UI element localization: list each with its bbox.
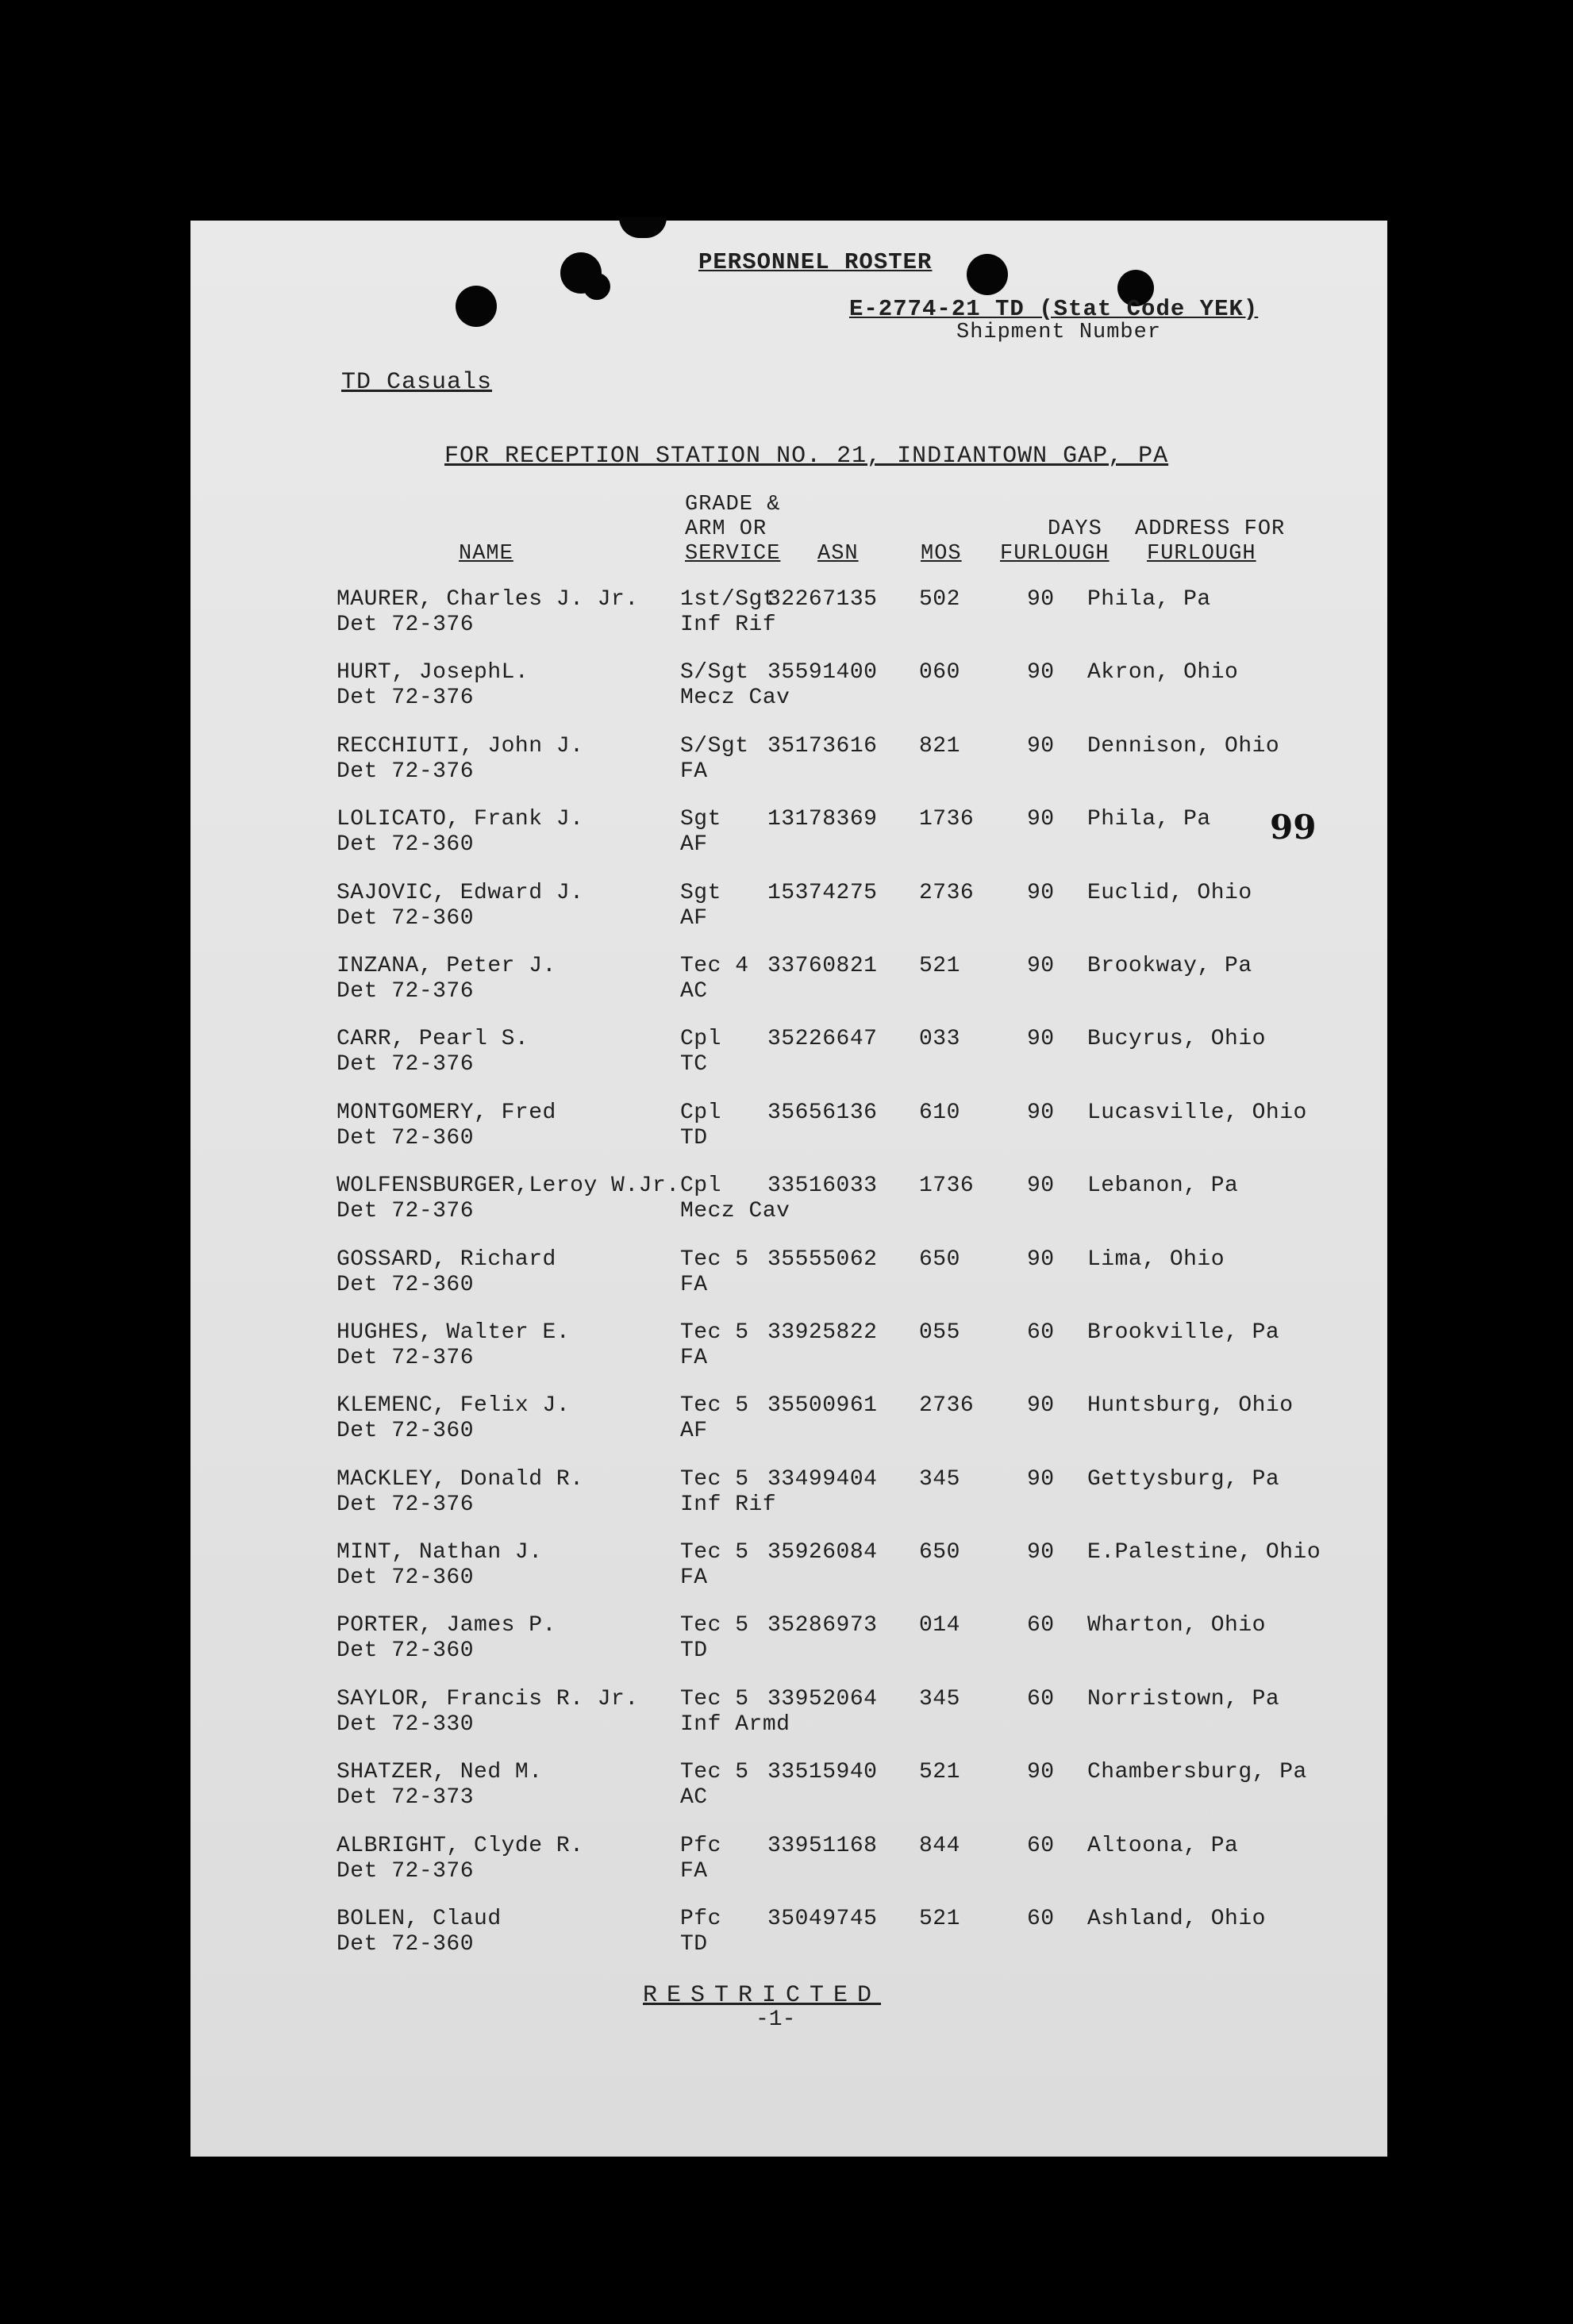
row-days: 60 xyxy=(1027,1907,1055,1932)
table-row xyxy=(190,1540,1387,1613)
shipment-label: Shipment Number xyxy=(956,321,1162,344)
row-grade: Tec 5 xyxy=(680,1466,749,1492)
row-detachment: Det 72-360 xyxy=(337,832,475,858)
row-service: FA xyxy=(680,1272,708,1297)
row-grade: Tec 5 xyxy=(680,1760,749,1785)
row-mos: 502 xyxy=(919,587,960,612)
row-days: 60 xyxy=(1027,1833,1055,1858)
row-days: 90 xyxy=(1027,1540,1055,1565)
row-days: 90 xyxy=(1027,1466,1055,1492)
row-days: 60 xyxy=(1027,1319,1055,1345)
row-detachment: Det 72-360 xyxy=(337,905,475,931)
row-detachment: Det 72-376 xyxy=(337,1345,475,1370)
row-asn: 33925822 xyxy=(767,1319,878,1345)
row-name: MAURER, Charles J. Jr. xyxy=(337,587,639,612)
row-grade: Cpl xyxy=(680,1100,721,1125)
row-detachment: Det 72-376 xyxy=(337,759,475,784)
punch-hole xyxy=(967,254,1008,295)
paper-tear xyxy=(619,217,667,238)
row-asn: 33516033 xyxy=(767,1174,878,1199)
row-service: Inf Armd xyxy=(680,1711,790,1737)
row-grade: Tec 5 xyxy=(680,1540,749,1565)
row-detachment: Det 72-376 xyxy=(337,1199,475,1224)
row-mos: 521 xyxy=(919,953,960,978)
row-address: Brookville, Pa xyxy=(1087,1319,1280,1345)
table-row xyxy=(190,1687,1387,1760)
row-service: TC xyxy=(680,1052,708,1077)
row-name: SHATZER, Ned M. xyxy=(337,1760,543,1785)
row-detachment: Det 72-376 xyxy=(337,613,475,637)
row-service: TD xyxy=(680,1638,708,1664)
row-address: Phila, Pa xyxy=(1087,587,1211,612)
table-row xyxy=(190,1320,1387,1393)
table-row xyxy=(190,1174,1387,1247)
col-header-asn: ASN xyxy=(817,542,859,566)
row-days: 90 xyxy=(1027,660,1055,686)
row-name: BOLEN, Claud xyxy=(337,1907,502,1932)
roster-page xyxy=(190,221,1387,2157)
row-days: 90 xyxy=(1027,587,1055,612)
col-header-address-1: ADDRESS FOR xyxy=(1135,517,1286,541)
table-row xyxy=(190,1101,1387,1174)
row-mos: 521 xyxy=(919,1760,960,1785)
row-name: ALBRIGHT, Clyde R. xyxy=(337,1833,584,1858)
roster-title: PERSONNEL ROSTER xyxy=(698,249,933,275)
row-name: LOLICATO, Frank J. xyxy=(337,807,584,832)
row-days: 90 xyxy=(1027,953,1055,978)
destination-line: FOR RECEPTION STATION NO. 21, INDIANTOWN GAP, PA xyxy=(444,443,1169,470)
row-address: E.Palestine, Ohio xyxy=(1087,1540,1321,1565)
row-detachment: Det 72-376 xyxy=(337,978,475,1004)
row-days: 60 xyxy=(1027,1613,1055,1638)
table-row xyxy=(190,1760,1387,1833)
row-address: Lima, Ohio xyxy=(1087,1247,1225,1272)
row-detachment: Det 72-360 xyxy=(337,1565,475,1591)
row-asn: 35555062 xyxy=(767,1247,878,1272)
col-header-days-2: FURLOUGH xyxy=(1000,542,1110,566)
row-days: 90 xyxy=(1027,1027,1055,1052)
row-mos: 650 xyxy=(919,1247,960,1272)
row-address: Altoona, Pa xyxy=(1087,1833,1239,1858)
row-name: RECCHIUTI, John J. xyxy=(337,733,584,759)
row-grade: Tec 5 xyxy=(680,1247,749,1272)
row-asn: 35591400 xyxy=(767,660,878,686)
row-grade: Sgt xyxy=(680,880,721,905)
row-detachment: Det 72-360 xyxy=(337,1272,475,1297)
row-mos: 345 xyxy=(919,1686,960,1711)
col-header-grade-1: GRADE & xyxy=(685,493,781,517)
row-name: WOLFENSBURGER,Leroy W.Jr. xyxy=(337,1174,680,1199)
col-header-grade-2: ARM OR xyxy=(685,517,767,541)
row-detachment: Det 72-373 xyxy=(337,1785,475,1811)
row-name: CARR, Pearl S. xyxy=(337,1027,529,1052)
row-detachment: Det 72-360 xyxy=(337,1932,475,1957)
row-grade: Cpl xyxy=(680,1027,721,1052)
col-header-address-2: FURLOUGH xyxy=(1147,542,1256,566)
row-days: 90 xyxy=(1027,1247,1055,1272)
row-asn: 33499404 xyxy=(767,1466,878,1492)
row-grade: Tec 5 xyxy=(680,1319,749,1345)
row-mos: 014 xyxy=(919,1613,960,1638)
row-mos: 033 xyxy=(919,1027,960,1052)
row-name: MACKLEY, Donald R. xyxy=(337,1466,584,1492)
col-header-days-1: DAYS xyxy=(1048,517,1102,541)
shipment-code: E-2774-21 TD (Stat Code YEK) xyxy=(849,296,1259,322)
row-asn: 32267135 xyxy=(767,587,878,612)
row-mos: 610 xyxy=(919,1100,960,1125)
row-service: AC xyxy=(680,1785,708,1811)
row-name: HUGHES, Walter E. xyxy=(337,1319,571,1345)
row-service: Inf Rif xyxy=(680,1492,777,1517)
row-detachment: Det 72-360 xyxy=(337,1419,475,1444)
col-header-mos: MOS xyxy=(921,542,962,566)
row-asn: 35049745 xyxy=(767,1907,878,1932)
row-days: 90 xyxy=(1027,1174,1055,1199)
table-row xyxy=(190,734,1387,807)
row-service: AF xyxy=(680,1419,708,1444)
row-name: SAYLOR, Francis R. Jr. xyxy=(337,1686,639,1711)
row-mos: 055 xyxy=(919,1319,960,1345)
row-grade: Tec 5 xyxy=(680,1393,749,1419)
col-header-name: NAME xyxy=(459,542,513,566)
row-mos: 345 xyxy=(919,1466,960,1492)
row-name: MINT, Nathan J. xyxy=(337,1540,543,1565)
row-grade: Tec 5 xyxy=(680,1613,749,1638)
row-grade: S/Sgt xyxy=(680,660,749,686)
row-address: Lucasville, Ohio xyxy=(1087,1100,1307,1125)
row-asn: 13178369 xyxy=(767,807,878,832)
row-address: Lebanon, Pa xyxy=(1087,1174,1239,1199)
row-service: FA xyxy=(680,759,708,784)
row-grade: Tec 5 xyxy=(680,1686,749,1711)
row-detachment: Det 72-376 xyxy=(337,1492,475,1517)
row-address: Norristown, Pa xyxy=(1087,1686,1280,1711)
row-name: MONTGOMERY, Fred xyxy=(337,1100,556,1125)
row-service: AF xyxy=(680,905,708,931)
row-service: FA xyxy=(680,1565,708,1591)
row-grade: Pfc xyxy=(680,1833,721,1858)
table-row xyxy=(190,587,1387,660)
row-name: KLEMENC, Felix J. xyxy=(337,1393,571,1419)
table-row xyxy=(190,881,1387,954)
row-mos: 521 xyxy=(919,1907,960,1932)
row-address: Wharton, Ohio xyxy=(1087,1613,1266,1638)
row-address: Huntsburg, Ohio xyxy=(1087,1393,1294,1419)
table-row xyxy=(190,1907,1387,1980)
row-days: 90 xyxy=(1027,1100,1055,1125)
table-row xyxy=(190,954,1387,1027)
table-row xyxy=(190,1247,1387,1320)
row-service: Mecz Cav xyxy=(680,1199,790,1224)
row-asn: 35500961 xyxy=(767,1393,878,1419)
row-mos: 821 xyxy=(919,733,960,759)
row-mos: 650 xyxy=(919,1540,960,1565)
table-row xyxy=(190,1027,1387,1100)
row-asn: 33760821 xyxy=(767,953,878,978)
row-grade: Tec 4 xyxy=(680,953,749,978)
row-grade: 1st/Sgt xyxy=(680,587,777,612)
row-detachment: Det 72-376 xyxy=(337,1052,475,1077)
row-address: Gettysburg, Pa xyxy=(1087,1466,1280,1492)
row-days: 90 xyxy=(1027,1393,1055,1419)
row-mos: 1736 xyxy=(919,1174,975,1199)
restricted-stamp: RESTRICTED xyxy=(643,1982,882,2009)
row-mos: 060 xyxy=(919,660,960,686)
row-mos: 2736 xyxy=(919,1393,975,1419)
row-service: TD xyxy=(680,1932,708,1957)
row-asn: 35286973 xyxy=(767,1613,878,1638)
unit-label: TD Casuals xyxy=(341,369,493,396)
row-name: SAJOVIC, Edward J. xyxy=(337,880,584,905)
row-name: PORTER, James P. xyxy=(337,1613,556,1638)
row-asn: 33515940 xyxy=(767,1760,878,1785)
row-grade: Pfc xyxy=(680,1907,721,1932)
row-detachment: Det 72-330 xyxy=(337,1711,475,1737)
row-service: FA xyxy=(680,1345,708,1370)
row-name: HURT, JosephL. xyxy=(337,660,529,686)
table-row xyxy=(190,1834,1387,1907)
row-asn: 15374275 xyxy=(767,880,878,905)
row-service: Inf Rif xyxy=(680,613,777,637)
row-address: Bucyrus, Ohio xyxy=(1087,1027,1266,1052)
row-days: 90 xyxy=(1027,807,1055,832)
row-asn: 35173616 xyxy=(767,733,878,759)
row-grade: Sgt xyxy=(680,807,721,832)
row-service: FA xyxy=(680,1858,708,1884)
table-row xyxy=(190,807,1387,880)
row-asn: 35656136 xyxy=(767,1100,878,1125)
row-asn: 33951168 xyxy=(767,1833,878,1858)
row-asn: 33952064 xyxy=(767,1686,878,1711)
row-mos: 1736 xyxy=(919,807,975,832)
row-address: Ashland, Ohio xyxy=(1087,1907,1266,1932)
table-row xyxy=(190,1613,1387,1686)
row-detachment: Det 72-360 xyxy=(337,1638,475,1664)
row-asn: 35926084 xyxy=(767,1540,878,1565)
handwritten-number: 99 xyxy=(1270,808,1317,847)
row-address: Akron, Ohio xyxy=(1087,660,1239,686)
punch-hole xyxy=(583,273,610,300)
row-service: AC xyxy=(680,978,708,1004)
row-days: 90 xyxy=(1027,733,1055,759)
row-address: Phila, Pa xyxy=(1087,807,1211,832)
table-row xyxy=(190,660,1387,733)
table-row xyxy=(190,1393,1387,1466)
row-address: Chambersburg, Pa xyxy=(1087,1760,1307,1785)
row-days: 90 xyxy=(1027,880,1055,905)
row-name: GOSSARD, Richard xyxy=(337,1247,556,1272)
row-days: 60 xyxy=(1027,1686,1055,1711)
row-days: 90 xyxy=(1027,1760,1055,1785)
row-grade: Cpl xyxy=(680,1174,721,1199)
row-address: Euclid, Ohio xyxy=(1087,880,1252,905)
col-header-grade-3: SERVICE xyxy=(685,542,781,566)
punch-hole xyxy=(456,286,497,327)
row-grade: S/Sgt xyxy=(680,733,749,759)
row-mos: 2736 xyxy=(919,880,975,905)
table-row xyxy=(190,1467,1387,1540)
row-service: AF xyxy=(680,832,708,858)
row-service: Mecz Cav xyxy=(680,686,790,711)
row-address: Brookway, Pa xyxy=(1087,953,1252,978)
row-name: INZANA, Peter J. xyxy=(337,953,556,978)
row-service: TD xyxy=(680,1125,708,1150)
page-number: -1- xyxy=(756,2007,796,2032)
row-address: Dennison, Ohio xyxy=(1087,733,1280,759)
row-detachment: Det 72-376 xyxy=(337,1858,475,1884)
row-mos: 844 xyxy=(919,1833,960,1858)
roster-table xyxy=(190,587,1387,1980)
row-detachment: Det 72-360 xyxy=(337,1125,475,1150)
row-asn: 35226647 xyxy=(767,1027,878,1052)
row-detachment: Det 72-376 xyxy=(337,686,475,711)
